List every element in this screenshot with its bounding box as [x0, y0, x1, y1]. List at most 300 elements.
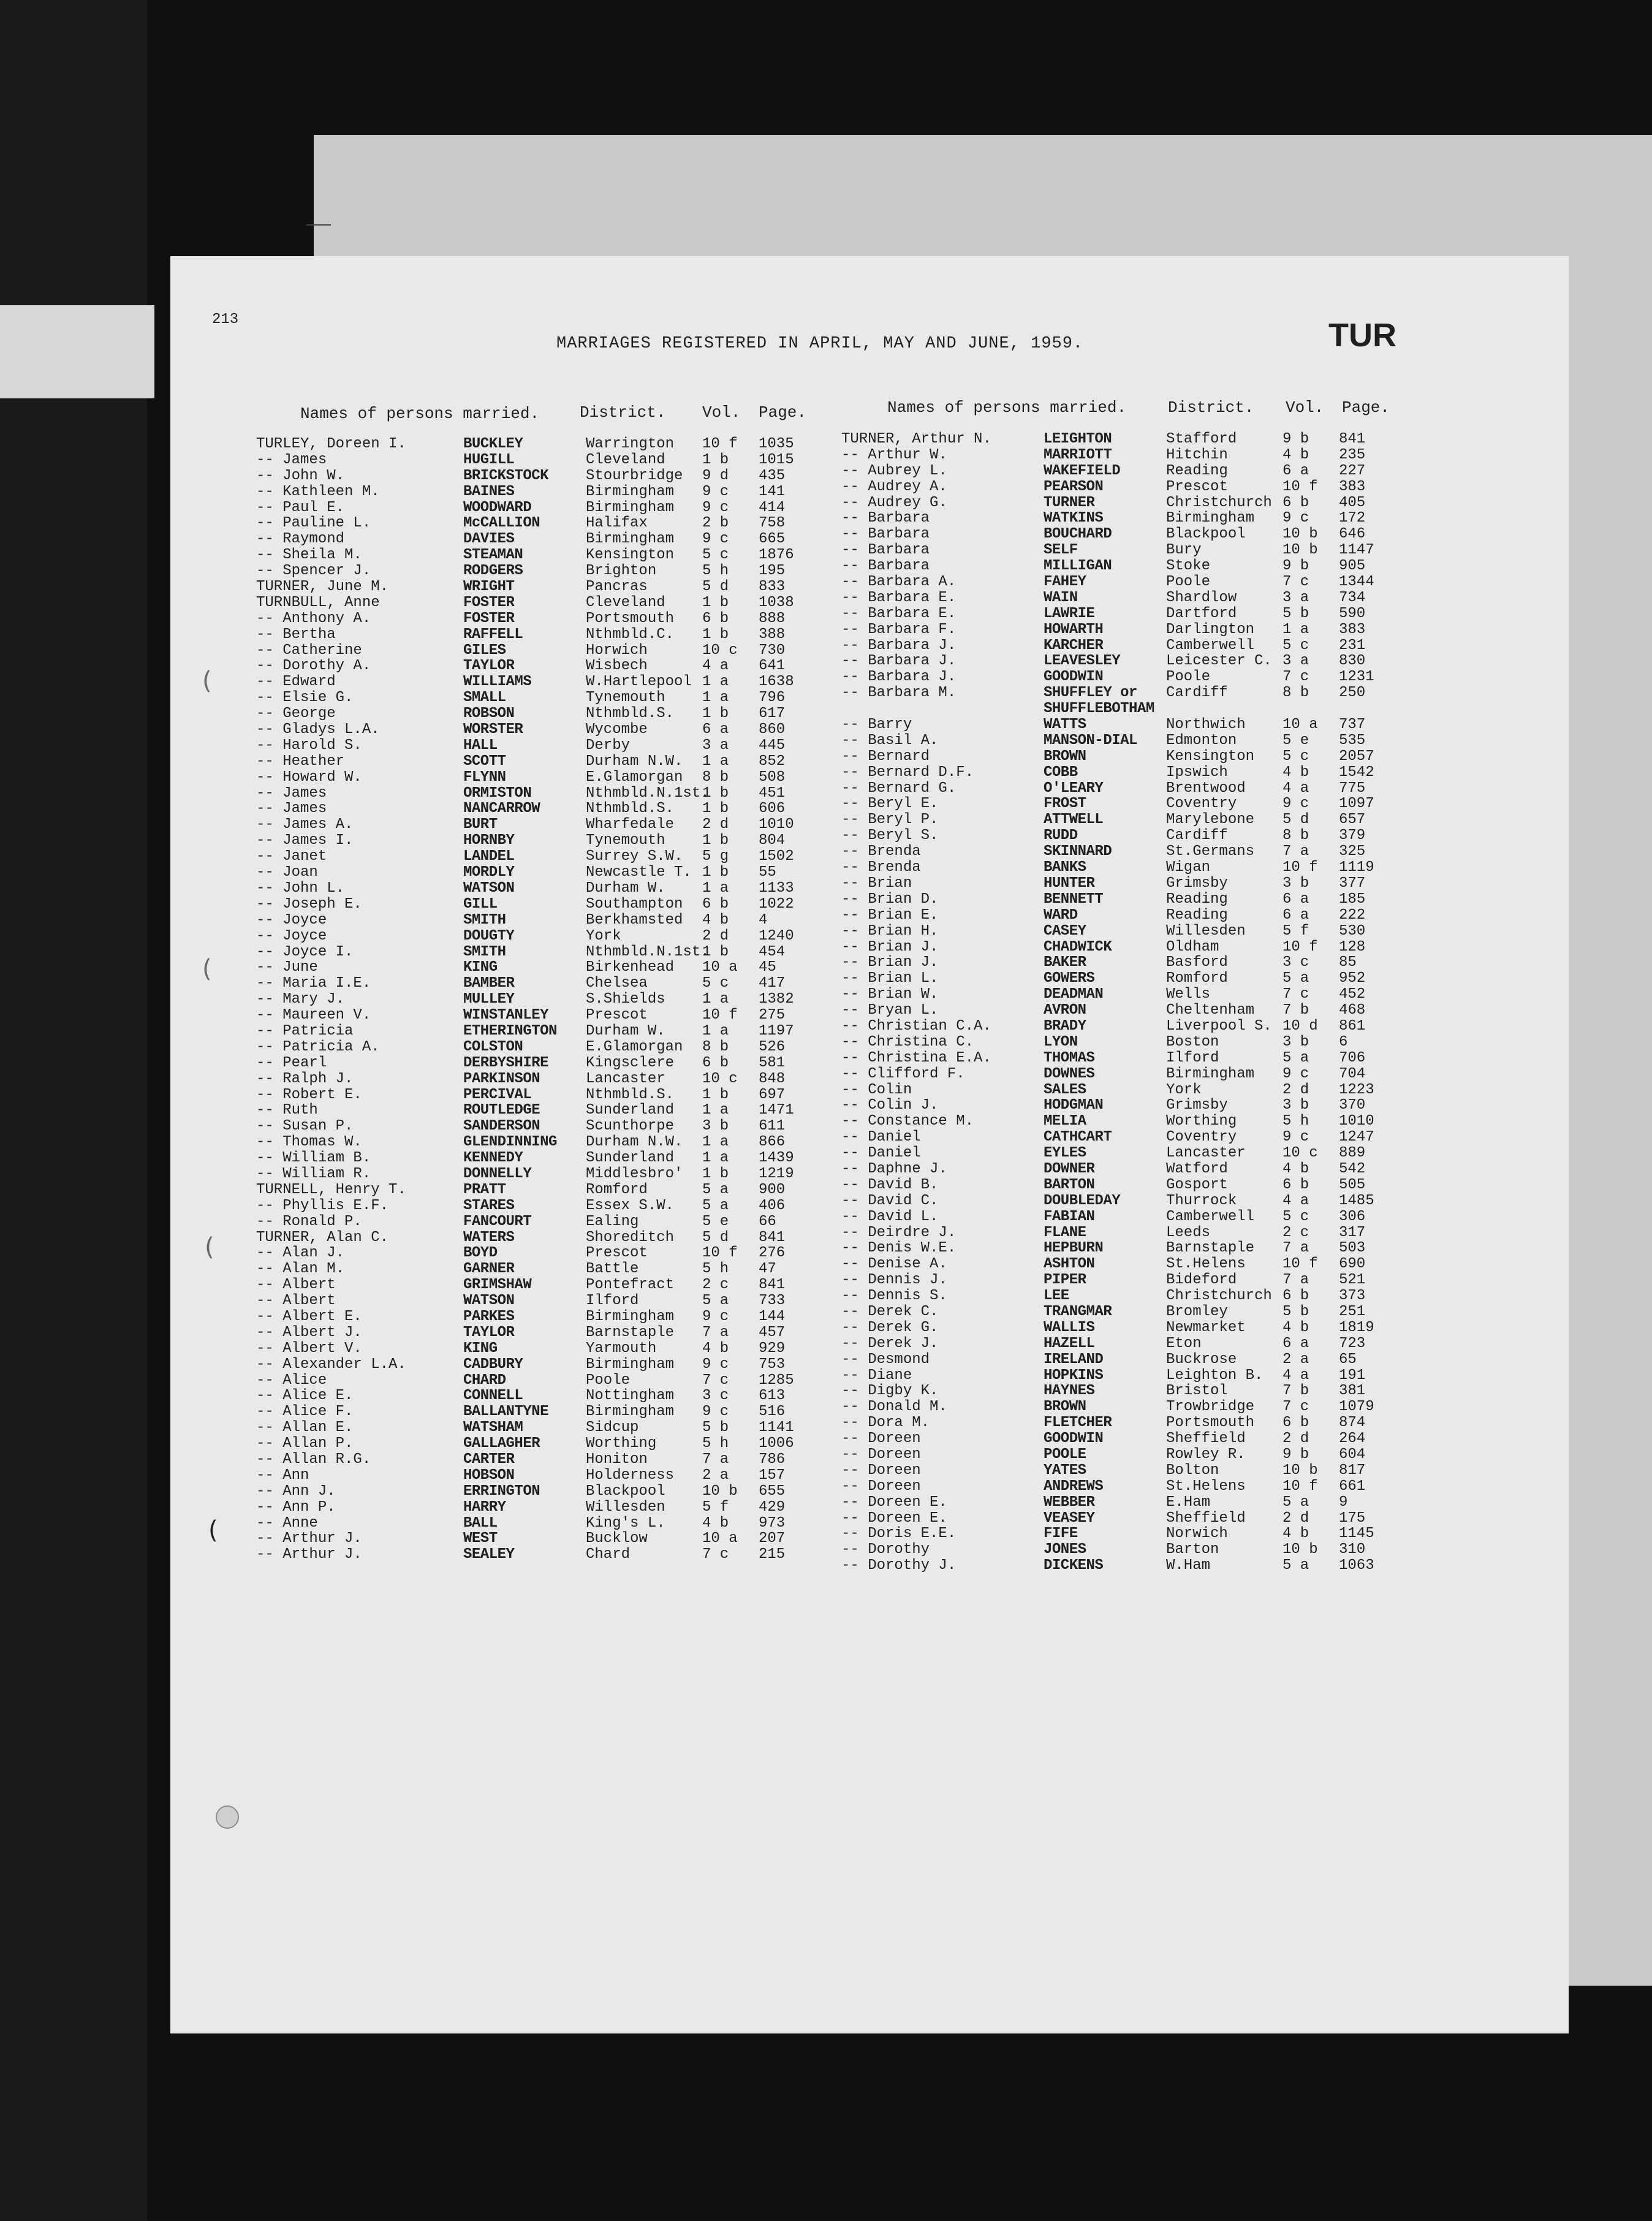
entry-spouse: PIPER: [1044, 1272, 1086, 1289]
entry-district: E.Glamorgan: [586, 769, 683, 786]
entry-name: -- Aubrey L.: [841, 462, 947, 479]
entry-spouse: DOUBLEDAY: [1044, 1192, 1121, 1209]
entry-name: -- Barbara F.: [841, 621, 957, 638]
entry-page: 264: [1339, 1430, 1366, 1448]
register-entry: [841, 1352, 1528, 1368]
entry-district: Willesden: [1166, 922, 1246, 940]
entry-name: -- Brian: [841, 875, 912, 892]
entry-page: 1285: [759, 1372, 794, 1389]
entry-district: Ilford: [1166, 1049, 1219, 1066]
entry-name: -- Sheila M.: [256, 547, 362, 564]
entry-page: 604: [1339, 1446, 1366, 1463]
header-names: Names of persons married.: [887, 398, 1127, 417]
entry-vol: 7 c: [1283, 986, 1309, 1003]
entry-name: -- Janet: [256, 848, 327, 865]
register-entry: [256, 1547, 887, 1563]
entry-name: -- Constance M.: [841, 1113, 974, 1130]
entry-district: Essex S.W.: [586, 1197, 675, 1214]
register-entry: [841, 1019, 1528, 1035]
binding-clip-mark: (: [205, 1233, 214, 1261]
entry-name: TURNER, Arthur N.: [841, 431, 991, 447]
entry-district: Sunderland: [586, 1150, 675, 1167]
entry-page: 833: [759, 579, 786, 596]
register-entry: [256, 468, 887, 484]
register-entry: [256, 913, 887, 928]
entry-vol: 4 b: [1283, 1319, 1309, 1336]
entry-name: -- Diane: [841, 1367, 912, 1384]
entry-spouse: McCALLION: [463, 515, 540, 532]
entry-page: 1819: [1339, 1319, 1374, 1336]
entry-page: 1119: [1339, 859, 1374, 876]
entry-page: 952: [1339, 970, 1366, 987]
entry-vol: 10 b: [702, 1483, 738, 1500]
entry-vol: 1 a: [1283, 621, 1309, 638]
register-entry: [256, 944, 887, 960]
register-entry: [256, 690, 887, 706]
entry-page: 1015: [759, 451, 794, 468]
entry-district: Durham W.: [586, 879, 665, 897]
register-entry: [256, 976, 887, 992]
entry-page: 191: [1339, 1367, 1366, 1384]
entry-name: -- June: [256, 959, 318, 976]
entry-vol: 7 c: [702, 1372, 729, 1389]
entry-spouse: BROWN: [1044, 1399, 1086, 1416]
entry-page: 250: [1339, 685, 1366, 702]
entry-spouse: WINSTANLEY: [463, 1007, 549, 1024]
entry-vol: 5 b: [1283, 605, 1309, 622]
entry-vol: 9 c: [702, 499, 729, 516]
entry-name: -- Brian W.: [841, 986, 939, 1003]
entry-name: -- Christina E.A.: [841, 1049, 991, 1066]
entry-vol: 1 b: [702, 1165, 729, 1182]
register-entry: [256, 1071, 887, 1087]
entry-district: Blackpool: [1166, 526, 1246, 543]
entry-district: Reading: [1166, 906, 1228, 924]
entry-vol: 9 c: [702, 483, 729, 500]
register-entry: [256, 1166, 887, 1182]
entry-district: Sidcup: [586, 1419, 639, 1437]
register-entry: [256, 1325, 887, 1341]
entry-page: 841: [759, 1229, 786, 1246]
register-entry: [841, 987, 1528, 1003]
entry-spouse: FLANE: [1044, 1224, 1086, 1241]
entry-vol: 4 a: [702, 658, 729, 675]
entry-page: 841: [1339, 431, 1366, 447]
entry-spouse: MULLEY: [463, 991, 515, 1008]
entry-spouse: RAFFELL: [463, 626, 523, 643]
entry-page: 227: [1339, 462, 1366, 479]
entry-page: 1382: [759, 991, 794, 1008]
entry-page: 542: [1339, 1160, 1366, 1177]
entry-district: Chelsea: [586, 975, 648, 992]
entry-vol: 9 d: [702, 467, 729, 484]
entry-page: 157: [759, 1467, 786, 1484]
register-entry: [841, 431, 1528, 447]
entry-district: Dartford: [1166, 605, 1237, 622]
register-entry: [841, 495, 1528, 511]
entry-name: -- Digby K.: [841, 1383, 939, 1400]
entry-spouse: DOUGTY: [463, 927, 515, 944]
entry-page: 521: [1339, 1272, 1366, 1289]
entry-district: Nthmbld.S.: [586, 1086, 675, 1103]
entry-name: -- Ruth: [256, 1102, 318, 1119]
entry-vol: 1 a: [702, 1022, 729, 1039]
entry-name: -- Alice E.: [256, 1388, 354, 1405]
entry-name: -- Robert E.: [256, 1086, 362, 1103]
register-entry: [841, 1304, 1528, 1320]
entry-district: Shardlow: [1166, 589, 1237, 606]
entry-name: -- Maria I.E.: [256, 975, 371, 992]
entry-vol: 5 d: [702, 579, 729, 596]
entry-spouse: ROBSON: [463, 705, 515, 723]
register-entry: [256, 1182, 887, 1198]
register-entry: [256, 992, 887, 1008]
register-entry: [256, 865, 887, 881]
entry-name: TURNELL, Henry T.: [256, 1181, 406, 1198]
entry-district: Kingsclere: [586, 1054, 675, 1071]
entry-vol: 10 d: [1283, 1017, 1318, 1035]
entry-name: -- Beryl S.: [841, 827, 939, 845]
entry-district: Ipswich: [1166, 764, 1228, 781]
entry-vol: 10 b: [1283, 1462, 1318, 1479]
register-entry: [841, 860, 1528, 876]
entry-spouse: BRICKSTOCK: [463, 467, 549, 484]
entry-name: -- Audrey A.: [841, 478, 947, 495]
entry-page: 388: [759, 626, 786, 643]
register-entry: [841, 1256, 1528, 1272]
entry-page: 429: [759, 1498, 786, 1516]
register-entry: [256, 1087, 887, 1103]
entry-vol: 7 a: [1283, 843, 1309, 860]
entry-page: 377: [1339, 875, 1366, 892]
entry-vol: 2 c: [702, 1277, 729, 1294]
entry-name: -- Thomas W.: [256, 1134, 362, 1151]
register-entry: [256, 515, 887, 531]
register-entry: [841, 781, 1528, 797]
entry-spouse: WEST: [463, 1530, 498, 1547]
register-entry: [841, 1288, 1528, 1304]
entry-name: -- Howard W.: [256, 769, 362, 786]
entry-district: Birkenhead: [586, 959, 675, 976]
entry-page: 646: [1339, 526, 1366, 543]
entry-district: Bury: [1166, 542, 1202, 559]
entry-vol: 10 f: [1283, 859, 1318, 876]
entry-vol: 7 c: [1283, 669, 1309, 686]
entry-district: Prescot: [1166, 478, 1228, 495]
register-entry: [841, 1336, 1528, 1352]
register-entry: [841, 1383, 1528, 1399]
register-page: [170, 256, 1569, 2033]
entry-district: Buckrose: [1166, 1351, 1237, 1368]
register-entry: [256, 817, 887, 833]
register-entry: [256, 1373, 887, 1389]
entry-vol: 5 e: [702, 1213, 729, 1230]
entry-name: -- Basil A.: [841, 732, 939, 749]
entry-page: 848: [759, 1070, 786, 1087]
entry-spouse: SHUFFLEY or: [1044, 685, 1137, 702]
entry-page: 195: [759, 563, 786, 580]
entry-spouse: SMITH: [463, 943, 506, 960]
register-entry: [841, 1129, 1528, 1145]
entry-vol: 5 f: [702, 1498, 729, 1516]
entry-district: Cheltenham: [1166, 1002, 1255, 1019]
entry-page: 215: [759, 1546, 786, 1563]
entry-spouse: SMALL: [463, 689, 506, 707]
entry-district: Watford: [1166, 1160, 1228, 1177]
entry-vol: 4 b: [702, 1514, 729, 1532]
entry-vol: 10 b: [1283, 526, 1318, 543]
entry-district: Chard: [586, 1546, 631, 1563]
entry-spouse: COLSTON: [463, 1038, 523, 1055]
entry-page: 1638: [759, 674, 794, 691]
entry-district: Christchurch: [1166, 494, 1272, 511]
register-entry: [256, 579, 887, 595]
entry-page: 796: [759, 689, 786, 707]
entry-vol: 7 b: [1283, 1002, 1309, 1019]
entry-district: Eton: [1166, 1335, 1202, 1352]
entry-vol: 6 b: [1283, 1414, 1309, 1432]
entry-district: Trowbridge: [1166, 1399, 1255, 1416]
entry-spouse: VEASEY: [1044, 1509, 1095, 1527]
register-entry: [256, 1341, 887, 1357]
entry-spouse: BALLANTYNE: [463, 1403, 549, 1421]
binding-clip-mark: (: [202, 667, 212, 695]
entry-vol: 4 b: [1283, 1525, 1309, 1543]
entry-spouse: CADBURY: [463, 1356, 523, 1373]
header-vol: Vol.: [702, 403, 741, 422]
entry-name: -- Albert J.: [256, 1324, 362, 1341]
entry-district: King's L.: [586, 1514, 665, 1532]
entry-page: 185: [1339, 890, 1366, 908]
header-page: Page.: [1342, 398, 1390, 417]
entry-spouse: FOSTER: [463, 610, 515, 627]
entry-vol: 8 b: [1283, 685, 1309, 702]
entry-name: -- William B.: [256, 1150, 371, 1167]
header-district: District.: [580, 403, 666, 422]
header-district: District.: [1168, 398, 1254, 417]
register-entry: [256, 960, 887, 976]
entry-district: Rowley R.: [1166, 1446, 1246, 1463]
entry-name: -- Alan M.: [256, 1261, 345, 1278]
entry-name: -- Patricia: [256, 1022, 354, 1039]
entry-spouse: WATTS: [1044, 716, 1086, 734]
register-entry: [841, 653, 1528, 669]
punch-hole: [216, 1805, 239, 1829]
entry-district: Stoke: [1166, 558, 1211, 575]
register-entry: [256, 754, 887, 770]
entry-spouse: FOSTER: [463, 594, 515, 611]
entry-page: 905: [1339, 558, 1366, 575]
entry-name: -- Patricia A.: [256, 1038, 380, 1055]
entry-spouse: CONNELL: [463, 1388, 523, 1405]
register-entry: [841, 955, 1528, 971]
entry-spouse: BENNETT: [1044, 890, 1104, 908]
entry-name: -- Doreen E.: [841, 1494, 947, 1511]
entry-name: -- David C.: [841, 1192, 939, 1209]
entry-district: Poole: [586, 1372, 631, 1389]
entry-name: -- Barbara: [841, 558, 930, 575]
entry-spouse: ROUTLEDGE: [463, 1102, 540, 1119]
entry-district: Sunderland: [586, 1102, 675, 1119]
entry-district: Marylebone: [1166, 811, 1255, 829]
register-entry: [841, 1225, 1528, 1241]
entry-vol: 7 c: [1283, 1399, 1309, 1416]
entry-district: St.Helens: [1166, 1478, 1246, 1495]
entry-vol: 1 b: [702, 1086, 729, 1103]
entry-district: Portsmouth: [1166, 1414, 1255, 1432]
entry-page: 383: [1339, 621, 1366, 638]
entry-page: 503: [1339, 1240, 1366, 1257]
entry-page: 661: [1339, 1478, 1366, 1495]
entry-vol: 6 b: [1283, 1176, 1309, 1193]
entry-spouse: PARKES: [463, 1308, 515, 1325]
entry-district: Grimsby: [1166, 1097, 1228, 1114]
entry-spouse: WAKEFIELD: [1044, 462, 1121, 479]
entry-name: -- Harold S.: [256, 737, 362, 754]
entry-vol: 1 a: [702, 753, 729, 770]
entry-name: -- Arthur J.: [256, 1546, 362, 1563]
entry-page: 613: [759, 1388, 786, 1405]
entry-spouse: CHARD: [463, 1372, 506, 1389]
entry-name: TURNER, Alan C.: [256, 1229, 389, 1246]
register-entry: [256, 1245, 887, 1261]
entry-spouse: SHUFFLEBOTHAM: [1044, 700, 1154, 718]
entry-spouse: HARRY: [463, 1498, 506, 1516]
entry-name: -- Pearl: [256, 1054, 327, 1071]
entry-district: Boston: [1166, 1033, 1219, 1050]
entry-name: -- Brian L.: [841, 970, 939, 987]
entry-page: 516: [759, 1403, 786, 1421]
entry-page: 804: [759, 832, 786, 849]
entry-spouse: O'LEARY: [1044, 780, 1104, 797]
entry-vol: 1 b: [702, 451, 729, 468]
entry-spouse: BAKER: [1044, 954, 1086, 971]
entry-spouse: BUCKLEY: [463, 436, 523, 452]
entry-vol: 6 a: [1283, 890, 1309, 908]
entry-name: -- Brenda: [841, 843, 921, 860]
entry-vol: 10 f: [1283, 1478, 1318, 1495]
entry-vol: 6 b: [702, 895, 729, 913]
entry-spouse: WILLIAMS: [463, 674, 532, 691]
entry-vol: 2 b: [702, 515, 729, 532]
entry-page: 753: [759, 1356, 786, 1373]
entry-name: -- Christian C.A.: [841, 1017, 991, 1035]
entry-district: Ilford: [586, 1293, 639, 1310]
index-label: TUR: [1328, 317, 1396, 354]
entry-name: -- Dennis J.: [841, 1272, 947, 1289]
register-entry: [256, 531, 887, 547]
entry-name: -- Brenda: [841, 859, 921, 876]
entry-spouse: RUDD: [1044, 827, 1078, 845]
entry-page: 1010: [759, 816, 794, 833]
entry-vol: 2 d: [702, 816, 729, 833]
entry-page: 606: [759, 800, 786, 818]
register-entry: [256, 1388, 887, 1404]
entry-vol: 1 b: [702, 800, 729, 818]
entry-page: 414: [759, 499, 786, 516]
entry-vol: 7 b: [1283, 1383, 1309, 1400]
entry-page: 1223: [1339, 1081, 1374, 1098]
entry-vol: 4 a: [1283, 780, 1309, 797]
entry-vol: 5 e: [1283, 732, 1309, 749]
right-entries: [841, 431, 1528, 1574]
entry-vol: 5 a: [702, 1293, 729, 1310]
entry-vol: 1 a: [702, 674, 729, 691]
entry-vol: 5 h: [702, 1435, 729, 1452]
entry-vol: 10 a: [702, 959, 738, 976]
entry-name: -- Brian D.: [841, 890, 939, 908]
entry-page: 641: [759, 658, 786, 675]
entry-page: 379: [1339, 827, 1366, 845]
binding-clip-mark: (: [202, 955, 212, 983]
entry-vol: 5 h: [702, 563, 729, 580]
entry-name: -- Barbara E.: [841, 589, 957, 606]
entry-district: Bucklow: [586, 1530, 648, 1547]
register-entry: [841, 479, 1528, 495]
entry-spouse: TRANGMAR: [1044, 1303, 1112, 1320]
entry-page: 276: [759, 1245, 786, 1262]
entry-page: 222: [1339, 906, 1366, 924]
register-entry: [256, 436, 887, 452]
entry-district: Worthing: [586, 1435, 657, 1452]
entry-vol: 9 c: [1283, 1129, 1309, 1146]
entry-page: 535: [1339, 732, 1366, 749]
entry-vol: 6 a: [1283, 462, 1309, 479]
entry-page: 306: [1339, 1208, 1366, 1225]
entry-page: 417: [759, 975, 786, 992]
entry-vol: 4 a: [1283, 1192, 1309, 1209]
entry-name: -- Barbara: [841, 542, 930, 559]
entry-name: -- James: [256, 451, 327, 468]
entry-district: Wharfedale: [586, 816, 675, 833]
entry-page: 452: [1339, 986, 1366, 1003]
register-entry: [256, 1055, 887, 1071]
entry-spouse: GALLAGHER: [463, 1435, 540, 1452]
register-entry: [841, 1193, 1528, 1209]
entry-page: 1231: [1339, 669, 1374, 686]
entry-page: 310: [1339, 1541, 1366, 1558]
entry-vol: 5 c: [702, 975, 729, 992]
entry-name: -- Barbara: [841, 510, 930, 527]
entry-vol: 3 b: [1283, 1033, 1309, 1050]
register-entry: [256, 1230, 887, 1246]
entry-district: Newmarket: [1166, 1319, 1246, 1336]
entry-name: -- Alice: [256, 1372, 327, 1389]
entry-name: -- Audrey G.: [841, 494, 947, 511]
entry-vol: 7 a: [1283, 1272, 1309, 1289]
entry-spouse: HEPBURN: [1044, 1240, 1104, 1257]
entry-vol: 7 a: [1283, 1240, 1309, 1257]
entry-spouse: PARKINSON: [463, 1070, 540, 1087]
paper-strip: [0, 305, 154, 398]
entry-district: Battle: [586, 1261, 639, 1278]
register-entry: [841, 1415, 1528, 1431]
register-entry: [841, 1320, 1528, 1336]
entry-page: 730: [759, 642, 786, 659]
entry-name: -- Arthur W.: [841, 446, 947, 463]
entry-name: -- Barbara M.: [841, 685, 957, 702]
register-entry: [841, 749, 1528, 765]
register-entry: [256, 833, 887, 849]
entry-vol: 9 c: [702, 1308, 729, 1325]
entry-vol: 9 c: [1283, 510, 1309, 527]
entry-page: 383: [1339, 478, 1366, 495]
entry-name: -- Edward: [256, 674, 336, 691]
entry-spouse: ASHTON: [1044, 1256, 1095, 1273]
entry-name: -- Dorothy A.: [256, 658, 371, 675]
entry-name: -- Dorothy J.: [841, 1557, 957, 1574]
entry-district: Cardiff: [1166, 827, 1228, 845]
